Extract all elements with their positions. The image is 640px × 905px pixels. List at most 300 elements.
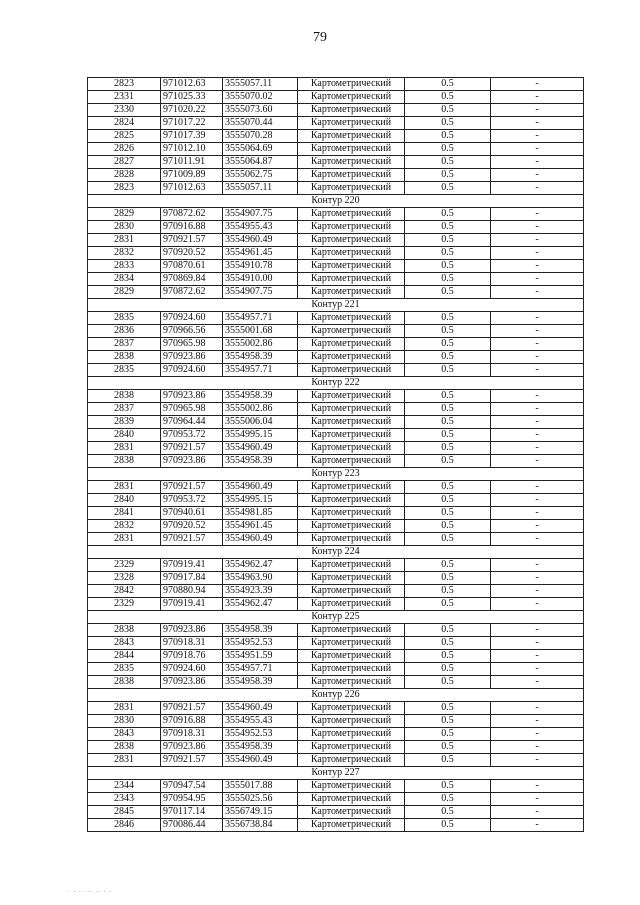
description-cell: - xyxy=(491,520,584,533)
description-cell: - xyxy=(491,728,584,741)
method-cell: Картометрический xyxy=(298,169,405,182)
point-number-cell: 2838 xyxy=(88,390,161,403)
description-cell: - xyxy=(491,481,584,494)
accuracy-cell: 0.5 xyxy=(405,819,491,832)
point-number-cell: 2831 xyxy=(88,754,161,767)
x-coordinate-cell: 970924.60 xyxy=(161,364,223,377)
description-cell: - xyxy=(491,715,584,728)
y-coordinate-cell: 3554910.78 xyxy=(223,260,298,273)
x-coordinate-cell: 970965.98 xyxy=(161,338,223,351)
description-cell: - xyxy=(491,169,584,182)
description-cell: - xyxy=(491,819,584,832)
method-cell: Картометрический xyxy=(298,247,405,260)
table-row xyxy=(88,78,584,91)
accuracy-cell: 0.5 xyxy=(405,754,491,767)
accuracy-cell: 0.5 xyxy=(405,585,491,598)
accuracy-cell: 0.5 xyxy=(405,702,491,715)
x-coordinate-cell: 970920.52 xyxy=(161,520,223,533)
x-coordinate-cell: 970953.72 xyxy=(161,429,223,442)
x-coordinate-cell: 970916.88 xyxy=(161,715,223,728)
y-coordinate-cell: 3555057.11 xyxy=(223,182,298,195)
accuracy-cell: 0.5 xyxy=(405,676,491,689)
x-coordinate-cell: 970117.14 xyxy=(161,806,223,819)
point-number-cell: 2828 xyxy=(88,169,161,182)
description-cell: - xyxy=(491,364,584,377)
table-row xyxy=(88,455,584,468)
y-coordinate-cell: 3554958.39 xyxy=(223,676,298,689)
table-row xyxy=(88,325,584,338)
table-row xyxy=(88,741,584,754)
accuracy-cell: 0.5 xyxy=(405,351,491,364)
table-row xyxy=(88,247,584,260)
method-cell: Картометрический xyxy=(298,494,405,507)
accuracy-cell: 0.5 xyxy=(405,325,491,338)
x-coordinate-cell: 971025.33 xyxy=(161,91,223,104)
description-cell: - xyxy=(491,286,584,299)
x-coordinate-cell: 970923.86 xyxy=(161,624,223,637)
description-cell: - xyxy=(491,598,584,611)
table-row xyxy=(88,754,584,767)
description-cell: - xyxy=(491,91,584,104)
point-number-cell: 2837 xyxy=(88,403,161,416)
table-row xyxy=(88,572,584,585)
description-cell: - xyxy=(491,429,584,442)
y-coordinate-cell: 3554952.53 xyxy=(223,637,298,650)
y-coordinate-cell: 3554961.45 xyxy=(223,520,298,533)
method-cell: Картометрический xyxy=(298,520,405,533)
accuracy-cell: 0.5 xyxy=(405,234,491,247)
x-coordinate-cell: 970921.57 xyxy=(161,754,223,767)
x-coordinate-cell: 970924.60 xyxy=(161,312,223,325)
method-cell: Картометрический xyxy=(298,312,405,325)
description-cell: - xyxy=(491,312,584,325)
method-cell: Картометрический xyxy=(298,351,405,364)
table-row xyxy=(88,507,584,520)
contour-header-row xyxy=(88,468,584,481)
y-coordinate-cell: 3554958.39 xyxy=(223,390,298,403)
y-coordinate-cell: 3554995.15 xyxy=(223,429,298,442)
accuracy-cell: 0.5 xyxy=(405,338,491,351)
point-number-cell: 2835 xyxy=(88,364,161,377)
description-cell: - xyxy=(491,572,584,585)
point-number-cell: 2835 xyxy=(88,663,161,676)
x-coordinate-cell: 970923.86 xyxy=(161,455,223,468)
x-coordinate-cell: 970964.44 xyxy=(161,416,223,429)
scan-marks: . . .. .. .. . . xyxy=(68,886,112,894)
table-row xyxy=(88,91,584,104)
x-coordinate-cell: 970880.94 xyxy=(161,585,223,598)
table-row xyxy=(88,234,584,247)
table-row xyxy=(88,221,584,234)
table-row xyxy=(88,494,584,507)
point-number-cell: 2844 xyxy=(88,650,161,663)
accuracy-cell: 0.5 xyxy=(405,403,491,416)
contour-header-row xyxy=(88,377,584,390)
method-cell: Картометрический xyxy=(298,403,405,416)
point-number-cell: 2843 xyxy=(88,728,161,741)
accuracy-cell: 0.5 xyxy=(405,104,491,117)
y-coordinate-cell: 3554981.85 xyxy=(223,507,298,520)
accuracy-cell: 0.5 xyxy=(405,91,491,104)
point-number-cell: 2831 xyxy=(88,702,161,715)
accuracy-cell: 0.5 xyxy=(405,650,491,663)
table-row xyxy=(88,676,584,689)
x-coordinate-cell: 970940.61 xyxy=(161,507,223,520)
method-cell: Картометрический xyxy=(298,286,405,299)
description-cell: - xyxy=(491,208,584,221)
y-coordinate-cell: 3554962.47 xyxy=(223,598,298,611)
point-number-cell: 2840 xyxy=(88,429,161,442)
accuracy-cell: 0.5 xyxy=(405,741,491,754)
point-number-cell: 2330 xyxy=(88,104,161,117)
y-coordinate-cell: 3554960.49 xyxy=(223,234,298,247)
y-coordinate-cell: 3554961.45 xyxy=(223,247,298,260)
table-row xyxy=(88,481,584,494)
y-coordinate-cell: 3555002.86 xyxy=(223,338,298,351)
description-cell: - xyxy=(491,156,584,169)
method-cell: Картометрический xyxy=(298,117,405,130)
point-number-cell: 2846 xyxy=(88,819,161,832)
method-cell: Картометрический xyxy=(298,624,405,637)
x-coordinate-cell: 971012.63 xyxy=(161,182,223,195)
y-coordinate-cell: 3554910.00 xyxy=(223,273,298,286)
table-row xyxy=(88,585,584,598)
y-coordinate-cell: 3554958.39 xyxy=(223,351,298,364)
x-coordinate-cell: 971012.63 xyxy=(161,78,223,91)
description-cell: - xyxy=(491,78,584,91)
y-coordinate-cell: 3554923.39 xyxy=(223,585,298,598)
x-coordinate-cell: 970923.86 xyxy=(161,390,223,403)
description-cell: - xyxy=(491,390,584,403)
table-row xyxy=(88,338,584,351)
y-coordinate-cell: 3554907.75 xyxy=(223,286,298,299)
x-coordinate-cell: 971012.10 xyxy=(161,143,223,156)
accuracy-cell: 0.5 xyxy=(405,624,491,637)
table-row xyxy=(88,780,584,793)
x-coordinate-cell: 971009.89 xyxy=(161,169,223,182)
point-number-cell: 2840 xyxy=(88,494,161,507)
accuracy-cell: 0.5 xyxy=(405,481,491,494)
description-cell: - xyxy=(491,793,584,806)
accuracy-cell: 0.5 xyxy=(405,117,491,130)
point-number-cell: 2825 xyxy=(88,130,161,143)
coordinates-table xyxy=(87,77,584,832)
method-cell: Картометрический xyxy=(298,208,405,221)
accuracy-cell: 0.5 xyxy=(405,273,491,286)
point-number-cell: 2343 xyxy=(88,793,161,806)
method-cell: Картометрический xyxy=(298,260,405,273)
x-coordinate-cell: 970923.86 xyxy=(161,676,223,689)
method-cell: Картометрический xyxy=(298,819,405,832)
method-cell: Картометрический xyxy=(298,325,405,338)
table-row xyxy=(88,182,584,195)
method-cell: Картометрический xyxy=(298,91,405,104)
contour-title: Контур 226 xyxy=(88,689,584,702)
description-cell: - xyxy=(491,676,584,689)
method-cell: Картометрический xyxy=(298,429,405,442)
description-cell: - xyxy=(491,247,584,260)
y-coordinate-cell: 3556738.84 xyxy=(223,819,298,832)
x-coordinate-cell: 970954.95 xyxy=(161,793,223,806)
point-number-cell: 2831 xyxy=(88,442,161,455)
description-cell: - xyxy=(491,663,584,676)
point-number-cell: 2826 xyxy=(88,143,161,156)
description-cell: - xyxy=(491,754,584,767)
description-cell: - xyxy=(491,585,584,598)
point-number-cell: 2838 xyxy=(88,455,161,468)
x-coordinate-cell: 970947.54 xyxy=(161,780,223,793)
point-number-cell: 2833 xyxy=(88,260,161,273)
contour-header-row xyxy=(88,689,584,702)
x-coordinate-cell: 970921.57 xyxy=(161,702,223,715)
method-cell: Картометрический xyxy=(298,390,405,403)
x-coordinate-cell: 970870.61 xyxy=(161,260,223,273)
method-cell: Картометрический xyxy=(298,273,405,286)
accuracy-cell: 0.5 xyxy=(405,442,491,455)
accuracy-cell: 0.5 xyxy=(405,247,491,260)
x-coordinate-cell: 970921.57 xyxy=(161,442,223,455)
contour-title: Контур 225 xyxy=(88,611,584,624)
point-number-cell: 2841 xyxy=(88,507,161,520)
x-coordinate-cell: 970919.41 xyxy=(161,559,223,572)
y-coordinate-cell: 3555070.44 xyxy=(223,117,298,130)
accuracy-cell: 0.5 xyxy=(405,533,491,546)
y-coordinate-cell: 3554960.49 xyxy=(223,481,298,494)
method-cell: Картометрический xyxy=(298,481,405,494)
x-coordinate-cell: 970923.86 xyxy=(161,741,223,754)
y-coordinate-cell: 3556749.15 xyxy=(223,806,298,819)
contour-header-row xyxy=(88,299,584,312)
x-coordinate-cell: 970918.31 xyxy=(161,637,223,650)
method-cell: Картометрический xyxy=(298,780,405,793)
contour-header-row xyxy=(88,195,584,208)
table-row xyxy=(88,533,584,546)
point-number-cell: 2829 xyxy=(88,208,161,221)
description-cell: - xyxy=(491,416,584,429)
table-row xyxy=(88,806,584,819)
y-coordinate-cell: 3554960.49 xyxy=(223,702,298,715)
y-coordinate-cell: 3554995.15 xyxy=(223,494,298,507)
description-cell: - xyxy=(491,234,584,247)
point-number-cell: 2842 xyxy=(88,585,161,598)
point-number-cell: 2344 xyxy=(88,780,161,793)
y-coordinate-cell: 3555070.02 xyxy=(223,91,298,104)
method-cell: Картометрический xyxy=(298,507,405,520)
table-row xyxy=(88,819,584,832)
method-cell: Картометрический xyxy=(298,806,405,819)
y-coordinate-cell: 3554958.39 xyxy=(223,741,298,754)
accuracy-cell: 0.5 xyxy=(405,507,491,520)
y-coordinate-cell: 3554963.90 xyxy=(223,572,298,585)
method-cell: Картометрический xyxy=(298,585,405,598)
point-number-cell: 2834 xyxy=(88,273,161,286)
accuracy-cell: 0.5 xyxy=(405,494,491,507)
description-cell: - xyxy=(491,741,584,754)
accuracy-cell: 0.5 xyxy=(405,312,491,325)
y-coordinate-cell: 3555064.69 xyxy=(223,143,298,156)
contour-title: Контур 220 xyxy=(88,195,584,208)
method-cell: Картометрический xyxy=(298,663,405,676)
table-row xyxy=(88,416,584,429)
point-number-cell: 2835 xyxy=(88,312,161,325)
description-cell: - xyxy=(491,442,584,455)
method-cell: Картометрический xyxy=(298,221,405,234)
x-coordinate-cell: 970966.56 xyxy=(161,325,223,338)
description-cell: - xyxy=(491,702,584,715)
method-cell: Картометрический xyxy=(298,455,405,468)
method-cell: Картометрический xyxy=(298,143,405,156)
point-number-cell: 2838 xyxy=(88,676,161,689)
point-number-cell: 2843 xyxy=(88,637,161,650)
x-coordinate-cell: 970916.88 xyxy=(161,221,223,234)
y-coordinate-cell: 3554962.47 xyxy=(223,559,298,572)
accuracy-cell: 0.5 xyxy=(405,806,491,819)
description-cell: - xyxy=(491,104,584,117)
method-cell: Картометрический xyxy=(298,559,405,572)
table-row xyxy=(88,273,584,286)
description-cell: - xyxy=(491,637,584,650)
contour-title: Контур 224 xyxy=(88,546,584,559)
y-coordinate-cell: 3554958.39 xyxy=(223,455,298,468)
description-cell: - xyxy=(491,806,584,819)
x-coordinate-cell: 970917.84 xyxy=(161,572,223,585)
y-coordinate-cell: 3554960.49 xyxy=(223,754,298,767)
x-coordinate-cell: 970872.62 xyxy=(161,286,223,299)
accuracy-cell: 0.5 xyxy=(405,364,491,377)
contour-title: Контур 221 xyxy=(88,299,584,312)
y-coordinate-cell: 3555006.04 xyxy=(223,416,298,429)
accuracy-cell: 0.5 xyxy=(405,169,491,182)
x-coordinate-cell: 971017.39 xyxy=(161,130,223,143)
method-cell: Картометрический xyxy=(298,793,405,806)
accuracy-cell: 0.5 xyxy=(405,572,491,585)
page-number: 79 xyxy=(313,30,327,45)
table-row xyxy=(88,143,584,156)
contour-title: Контур 223 xyxy=(88,468,584,481)
description-cell: - xyxy=(491,507,584,520)
accuracy-cell: 0.5 xyxy=(405,208,491,221)
method-cell: Картометрический xyxy=(298,78,405,91)
accuracy-cell: 0.5 xyxy=(405,221,491,234)
point-number-cell: 2839 xyxy=(88,416,161,429)
accuracy-cell: 0.5 xyxy=(405,520,491,533)
accuracy-cell: 0.5 xyxy=(405,130,491,143)
table-row xyxy=(88,260,584,273)
y-coordinate-cell: 3554955.43 xyxy=(223,221,298,234)
y-coordinate-cell: 3555070.28 xyxy=(223,130,298,143)
point-number-cell: 2827 xyxy=(88,156,161,169)
method-cell: Картометрический xyxy=(298,533,405,546)
point-number-cell: 2838 xyxy=(88,351,161,364)
description-cell: - xyxy=(491,351,584,364)
accuracy-cell: 0.5 xyxy=(405,728,491,741)
table-row xyxy=(88,169,584,182)
point-number-cell: 2832 xyxy=(88,247,161,260)
y-coordinate-cell: 3554957.71 xyxy=(223,312,298,325)
method-cell: Картометрический xyxy=(298,676,405,689)
point-number-cell: 2830 xyxy=(88,715,161,728)
method-cell: Картометрический xyxy=(298,702,405,715)
table-row xyxy=(88,650,584,663)
y-coordinate-cell: 3554955.43 xyxy=(223,715,298,728)
point-number-cell: 2329 xyxy=(88,598,161,611)
method-cell: Картометрический xyxy=(298,572,405,585)
table-row xyxy=(88,117,584,130)
accuracy-cell: 0.5 xyxy=(405,793,491,806)
y-coordinate-cell: 3555073.60 xyxy=(223,104,298,117)
accuracy-cell: 0.5 xyxy=(405,286,491,299)
table-row xyxy=(88,208,584,221)
description-cell: - xyxy=(491,455,584,468)
table-row xyxy=(88,403,584,416)
y-coordinate-cell: 3555057.11 xyxy=(223,78,298,91)
y-coordinate-cell: 3554960.49 xyxy=(223,533,298,546)
table-row xyxy=(88,351,584,364)
method-cell: Картометрический xyxy=(298,598,405,611)
accuracy-cell: 0.5 xyxy=(405,78,491,91)
x-coordinate-cell: 970923.86 xyxy=(161,351,223,364)
method-cell: Картометрический xyxy=(298,182,405,195)
point-number-cell: 2838 xyxy=(88,741,161,754)
x-coordinate-cell: 970919.41 xyxy=(161,598,223,611)
y-coordinate-cell: 3554960.49 xyxy=(223,442,298,455)
x-coordinate-cell: 970869.84 xyxy=(161,273,223,286)
description-cell: - xyxy=(491,325,584,338)
description-cell: - xyxy=(491,182,584,195)
point-number-cell: 2824 xyxy=(88,117,161,130)
x-coordinate-cell: 970921.57 xyxy=(161,481,223,494)
method-cell: Картометрический xyxy=(298,754,405,767)
table-row xyxy=(88,130,584,143)
y-coordinate-cell: 3554957.71 xyxy=(223,663,298,676)
x-coordinate-cell: 971020.22 xyxy=(161,104,223,117)
table-row xyxy=(88,624,584,637)
contour-title: Контур 222 xyxy=(88,377,584,390)
x-coordinate-cell: 970953.72 xyxy=(161,494,223,507)
point-number-cell: 2836 xyxy=(88,325,161,338)
point-number-cell: 2832 xyxy=(88,520,161,533)
contour-header-row xyxy=(88,546,584,559)
point-number-cell: 2830 xyxy=(88,221,161,234)
table-row xyxy=(88,442,584,455)
table-row xyxy=(88,364,584,377)
point-number-cell: 2831 xyxy=(88,533,161,546)
y-coordinate-cell: 3554951.59 xyxy=(223,650,298,663)
x-coordinate-cell: 971011.91 xyxy=(161,156,223,169)
accuracy-cell: 0.5 xyxy=(405,390,491,403)
description-cell: - xyxy=(491,130,584,143)
point-number-cell: 2328 xyxy=(88,572,161,585)
point-number-cell: 2329 xyxy=(88,559,161,572)
description-cell: - xyxy=(491,533,584,546)
table-row xyxy=(88,715,584,728)
x-coordinate-cell: 971017.22 xyxy=(161,117,223,130)
point-number-cell: 2837 xyxy=(88,338,161,351)
accuracy-cell: 0.5 xyxy=(405,559,491,572)
table-row xyxy=(88,104,584,117)
contour-header-row xyxy=(88,611,584,624)
method-cell: Картометрический xyxy=(298,715,405,728)
method-cell: Картометрический xyxy=(298,637,405,650)
y-coordinate-cell: 3555025.56 xyxy=(223,793,298,806)
description-cell: - xyxy=(491,117,584,130)
table-row xyxy=(88,156,584,169)
accuracy-cell: 0.5 xyxy=(405,260,491,273)
description-cell: - xyxy=(491,143,584,156)
table-row xyxy=(88,286,584,299)
x-coordinate-cell: 970918.31 xyxy=(161,728,223,741)
description-cell: - xyxy=(491,273,584,286)
